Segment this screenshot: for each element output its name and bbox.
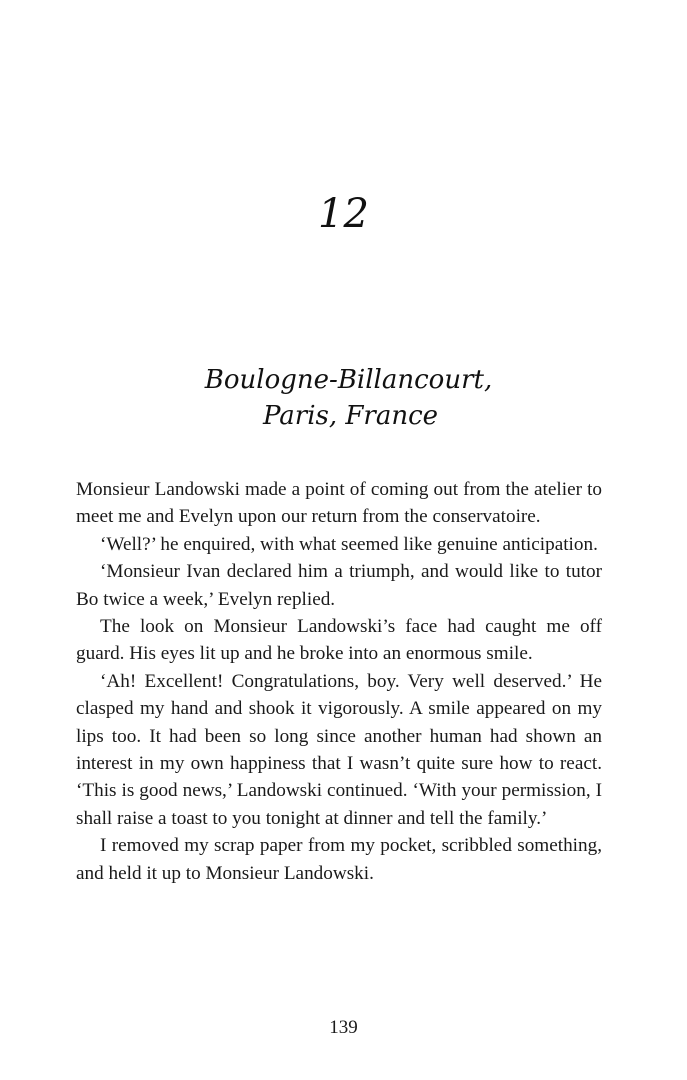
paragraph: I removed my scrap paper from my pocket, scribbled something, and held it up to Monsieur Landowski. bbox=[76, 835, 602, 884]
chapter-location-heading bbox=[0, 362, 687, 434]
chapter-number: 12 bbox=[318, 191, 369, 237]
paragraph: ‘Well?’ he enquired, with what seemed like genuine anticipation. bbox=[100, 533, 598, 555]
paragraph: ‘Monsieur Ivan declared him a triumph, and would like to tutor Bo twice a week,’ Evelyn replied. bbox=[76, 561, 602, 610]
page-number: 139 bbox=[329, 1017, 358, 1038]
chapter-location-line-1: Boulogne-Billancourt, bbox=[204, 365, 493, 395]
paragraph: The look on Monsieur Landowski’s face had caught me off guard. His eyes lit up and he broke into an enormous smile. bbox=[76, 616, 602, 665]
paragraph: Monsieur Landowski made a point of coming out from the atelier to meet me and Evelyn upon our return from the conservatoire. bbox=[76, 479, 602, 528]
body-text bbox=[76, 476, 602, 887]
chapter-location-line-2: Paris, France bbox=[262, 401, 439, 431]
paragraph: ‘Ah! Excellent! Congratulations, boy. Very well deserved.’ He clasped my hand and shook it vigorously. A smile appeared on my lips too. It had been so long since another human had shown an interest in my own happiness that I wasn’t quite sure how to react. ‘This is good news,’ Landowski continued. ‘With your permission, I shall raise a toast to you tonight at dinner and tell the family.’ bbox=[76, 670, 602, 829]
